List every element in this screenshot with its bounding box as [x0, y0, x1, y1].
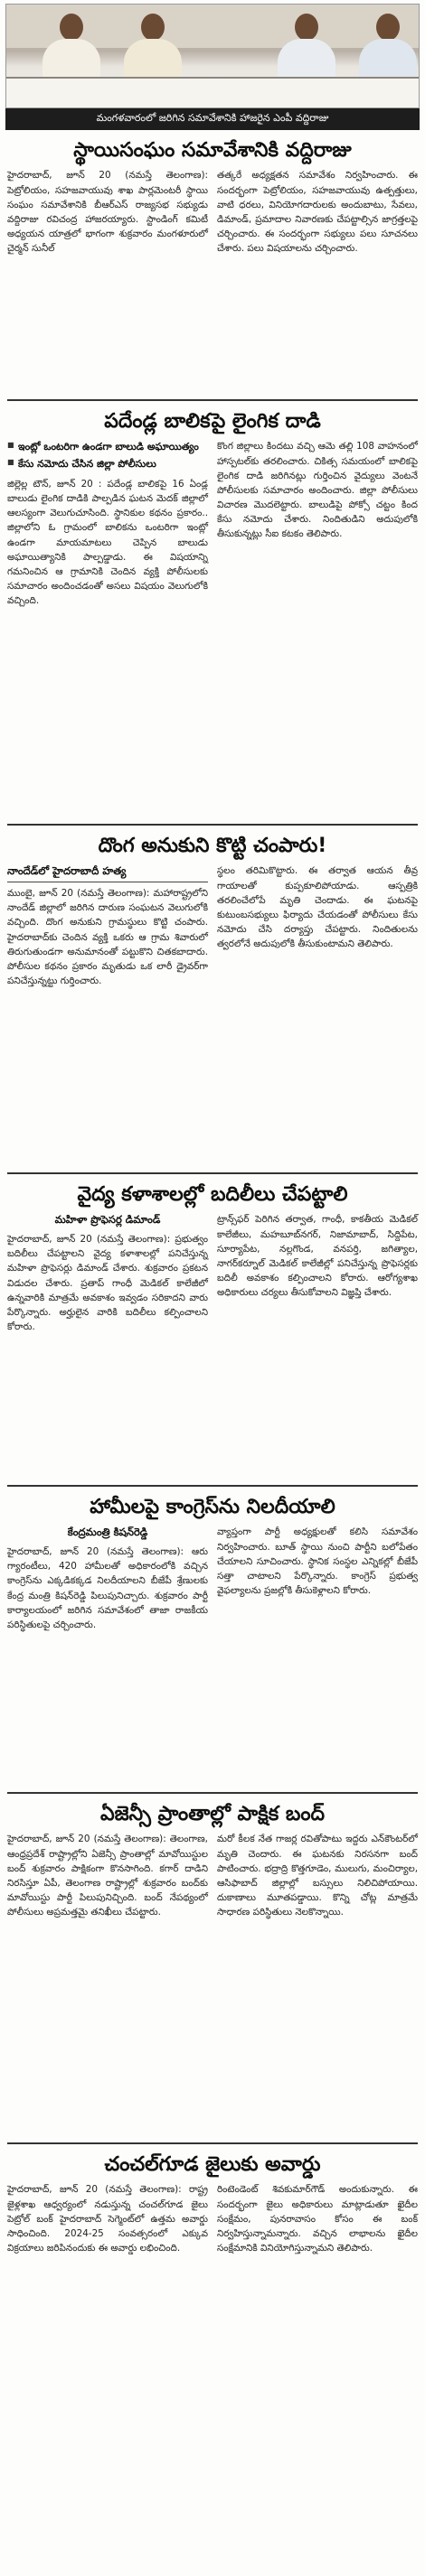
photo-caption: మంగళవారంలో జరిగిన సమావేశానికి హాజరైన ఎంపీ వద్దిరాజు: [5, 108, 420, 130]
article-column-1: ముంబై, జూన్ 20 (నమస్తే తెలంగాణ): మహారాష్ట్రలోని నాందేడ్ జిల్లాలో జరిగిన దారుణ సంఘటన వెలుగులోకి వచ్చింది. దొంగ అనుకుని గ్రామస్థులు కొట్టి చంపారు. హైదరాబాద్‌కు చెందిన వ్యక్తి ఒకరు ఆ గ్రామ శివారులో తిరుగుతుండగా అనుమానంతో పట్టుకొని చితకబాదారు. పోలీసుల కథనం ప్రకారం మృతుడు ఒక లారీ డ్రైవర్‌గా పనిచేస్తున్నట్టు గుర్తించారు.: [7, 888, 208, 986]
headline: చంచల్‌గూడ జైలుకు అవార్డు: [104, 2153, 321, 2176]
headline: పదేండ్ల బాలికపై లైంగిక దాడి: [104, 410, 321, 433]
section-divider: [7, 1792, 418, 1794]
meeting-photo: [5, 4, 420, 108]
article-column-1: హైదరాబాద్, జూన్ 20 (నమస్తే తెలంగాణ): తెలంగాణ, ఆంధ్రప్రదేశ్ రాష్ట్రాల్లోని ఏజెన్సీ ప్రాంతాల్లో మావోయిస్టుల బంద్ శుక్రవారం పాక్షికంగా కొనసాగింది. కగార్ దాడిని నిరసిస్తూ ఏపీ, తెలంగాణ రాష్ట్రాల్లో శుక్రవారం బంద్‌కు మావోయిస్టు పార్టీ పిలుపునిచ్చింది. బంద్ నేపథ్యంలో పోలీసులు అప్రమత్తమై తనిఖీలు చేపట్టారు.: [7, 1834, 208, 1918]
article-jail-award: [0, 2153, 425, 2424]
article-column-2: తత్కరే అధ్యక్షతన సమావేశం నిర్వహించారు. ఈ సందర్భంగా పెట్రోలియం, సహజవాయువు ఉత్పత్తులు, వాటి ధరలు, వినియోగదారులకు అందుబాటు, సేవలు, డిమాండ్, ప్రమాదాల నివారణకు చేపట్టాల్సిన జాగ్రత్తలపై చర్చించారు. ఈ సందర్భంగా సభ్యులు పలు సూచనలు చేశారు. పలు విషయాలను చర్చించారు.: [217, 170, 418, 255]
headline: హామీలపై కాంగ్రెస్‌ను నిలదీయాలి: [90, 1496, 335, 1518]
article-congress-promises: [0, 1496, 425, 1783]
article-column-1: హైదరాబాద్, జూన్ 20 (నమస్తే తెలంగాణ): రాష్ట్ర జైళ్లశాఖ ఆధ్వర్యంలో నడుస్తున్న చంచల్‌గూడ జైలు పెట్రోల్ బంక్ హైదరాబాద్ సెగ్మెంట్‌లో ఉత్తమ అవార్డు సాధించింది. 2024-25 సంవత్సరంలో ఎక్కువ విక్రయాలు జరిపినందుకు ఈ అవార్డు లభించింది.: [7, 2184, 208, 2254]
article-column-2: మరో కీలక నేత గాజర్ల రవితోపాటు ఇద్దరు ఎన్‌కౌంటర్‌లో మృతి చెందారు. ఈ ఘటనకు నిరసనగా బంద్ పాటించారు. భద్రాద్రి కొత్తగూడెం, ములుగు, మంచిర్యాల, ఆసిఫాబాద్ జిల్లాల్లో బస్సులు నిలిచిపోయాయి. దుకాణాలు మూతపడ్డాయి. కొన్ని చోట్ల మాత్రమే సాధారణ పరిస్థితులు నెలకొన్నాయి.: [217, 1834, 418, 1918]
article-column-2: వ్యాప్తంగా పార్టీ అధ్యక్షులతో కలిసి సమావేశం నిర్వహించారు. బూత్ స్థాయి నుంచి పార్టీని బలోపేతం చేయాలని సూచించారు. స్థానిక సంస్థల ఎన్నికల్లో బీజేపీ సత్తా చాటాలని పేర్కొన్నారు. కాంగ్రెస్ ప్రభుత్వ వైఫల్యాలను ప్రజల్లోకి తీసుకెళ్లాలని కోరారు.: [217, 1526, 418, 1596]
bullet-item: ■ కేసు నమోదు చేసిన జిల్లా పోలీసులు: [7, 458, 208, 471]
section-divider: [7, 1172, 418, 1174]
article-agency-bandh: [0, 1803, 425, 2133]
headline: ఏజెన్సీ ప్రాంతాల్లో పాక్షిక బంద్: [99, 1803, 326, 1825]
article-column-2: కొంగ జిల్లాలు కిందటు వచ్చి ఆమె తల్లి 108 వాహనంలో హాస్పటల్‌కు తరలించారు. చికిత్స సమయంలో బాలికపై లైంగిక దాడి జరిగినట్లు గుర్తించిన వైద్యులు వెంటనే పోలీసులకు సమాచారం అందించారు. జిల్లా పోలీసులు విచారణ మొదలెట్టారు. బాలుడిపై పోక్సో చట్టం కింద కేసు నమోదు చేశారు. నిందితుడిని అదుపులోకి తీసుకున్నట్లు సీఐ కటకం తెలిపారు.: [217, 441, 418, 540]
byline: కేంద్రమంత్రి కిషన్‌రెడ్డి: [67, 1526, 148, 1539]
article-medical-transfers: [0, 1183, 425, 1476]
section-divider: [7, 824, 418, 826]
highlight-bullets: [7, 441, 208, 471]
section-divider: [7, 1485, 418, 1487]
article-column-2: ట్రాన్స్‌ఫర్ పెరిగిన తర్వాత, గాంధీ, కాకతీయ మెడికల్ కాలేజీలు, మహబూబ్‌నగర్, నిజామాబాద్, సిద్దిపేట, సూర్యాపేట, నల్లగొండ, వనపర్తి, జగిత్యాల, నాగర్‌కర్నూల్ మెడికల్ కాలేజీల్లో పనిచేస్తున్న ప్రొఫెసర్లకు బదిలీ అవకాశం కల్పించాలని కోరారు. ఆరోగ్యశాఖ అధికారులు చర్యలు తీసుకోవాలని విజ్ఞప్తి చేశారు.: [217, 1214, 418, 1299]
article-assault: [0, 410, 425, 815]
article-column-1: హైదరాబాద్, జూన్ 20 (నమస్తే తెలంగాణ): ఆరు గ్యారంటీలు, 420 హామీలతో అధికారంలోకి వచ్చిన కాంగ్రెస్‌ను ఎక్కడికక్కడ నిలదీయాలని బీజేపీ శ్రేణులకు కేంద్ర మంత్రి కిషన్‌రెడ్డి పిలుపునిచ్చారు. శుక్రవారం పార్టీ కార్యాలయంలో జరిగిన సమావేశంలో తాజా రాజకీయ పరిస్థితులపై చర్చించారు.: [7, 1546, 208, 1630]
bullet-item: ■ ఇంట్లో ఒంటరిగా ఉండగా బాలుడి అఘాయిత్యం: [7, 441, 208, 454]
article-column-2: రింటెండెంట్ శివకుమార్‌గౌడ్ అందుకున్నారు. ఈ సందర్భంగా జైలు అధికారులు మాట్లాడుతూ ఖైదీల సంక్షేమం, పునరావాసం కోసం ఈ బంక్ నిర్వహిస్తున్నామన్నారు. వచ్చిన లాభాలను ఖైదీల సంక్షేమానికి వినియోగిస్తున్నామని తెలిపారు.: [217, 2184, 418, 2254]
article-column-1: జిల్లెల్ల టౌన్, జూన్ 20 : పదేండ్ల బాలికపై 16 ఏండ్ల బాలుడు లైంగిక దాడికి పాల్పడిన ఘటన మెదక్ జిల్లాలో ఆలస్యంగా వెలుగుచూసింది. స్థానికుల కథనం ప్రకారం.. జిల్లాలోని ఓ గ్రామంలో బాలికను ఒంటరిగా ఇంట్లో ఉండగా మాయమాటలు చెప్పిన బాలుడు అఘాయిత్యానికి పాల్పడ్డాడు. ఈ విషయాన్ని గమనించిన ఆ గ్రామానికి చెందిన వ్యక్తి పోలీసులకు సమాచారం అందించడంతో అసలు విషయం వెలుగులోకి వచ్చింది.: [7, 479, 208, 607]
subheading: నాందేడ్‌లో హైదరాబాదీ హత్య: [7, 863, 208, 882]
article-thief-killing: [0, 835, 425, 1163]
headline: దొంగ అనుకుని కొట్టి చంపారు!: [98, 835, 327, 857]
headline: వైద్య కళాశాలల్లో బదిలీలు చేపట్టాలి: [77, 1183, 348, 1206]
section-divider: [7, 399, 418, 401]
article-column-2: స్థలం తరిమికొట్టారు. ఈ తర్వాత ఆయన తీవ్ర గాయాలతో కుప్పకూలిపోయాడు. ఆస్పత్రికి తరలించేలోపే మృతి చెందాడు. ఈ ఘటనపై కుటుంబసభ్యులు ఫిర్యాదు చేయడంతో పోలీసులు కేసు నమోదు చేసి దర్యాప్తు చేపట్టారు. నిందితులను త్వరలోనే అదుపులోకి తీసుకుంటామని తెలిపారు.: [217, 865, 418, 950]
article-column-1: హైదరాబాద్, జూన్ 20 (నమస్తే తెలంగాణ): ప్రభుత్వం బదిలీలు చేపట్టాలని వైద్య కళాశాలల్లో పనిచేస్తున్న మహిళా ప్రొఫెసర్లు డిమాండ్ చేశారు. శుక్రవారం ప్రకటన విడుదల చేశారు. ప్రతాప్ గాంధీ మెడికల్ కాలేజీలో ఉన్నవారికి మాత్రమే అవకాశం ఇవ్వడం సరికాదని వారు పేర్కొన్నారు. అర్హులైన వారికి బదిలీలు కల్పించాలని కోరారు.: [7, 1234, 208, 1332]
byline: మహిళా ప్రొఫెసర్ల డిమాండ్: [54, 1213, 161, 1227]
article-column-1: హైదరాబాద్, జూన్ 20 (నమస్తే తెలంగాణ): పెట్రోలియం, సహజవాయువు శాఖ పార్లమెంటరీ స్థాయి సంఘం సమావేశానికి బీఆర్ఎస్ రాజ్యసభ సభ్యుడు వద్దిరాజు రవిచంద్ర హాజరయ్యారు. స్టాండింగ్ కమిటీ అధ్యయన యాత్రలో భాగంగా శుక్రవారం మంగళూరులో చైర్మన్ సునీల్: [7, 170, 208, 255]
article-standing-committee: [0, 4, 425, 390]
headline: స్థాయిసంఘం సమావేశానికి వద్దిరాజు: [73, 139, 352, 162]
section-divider: [7, 2142, 418, 2144]
